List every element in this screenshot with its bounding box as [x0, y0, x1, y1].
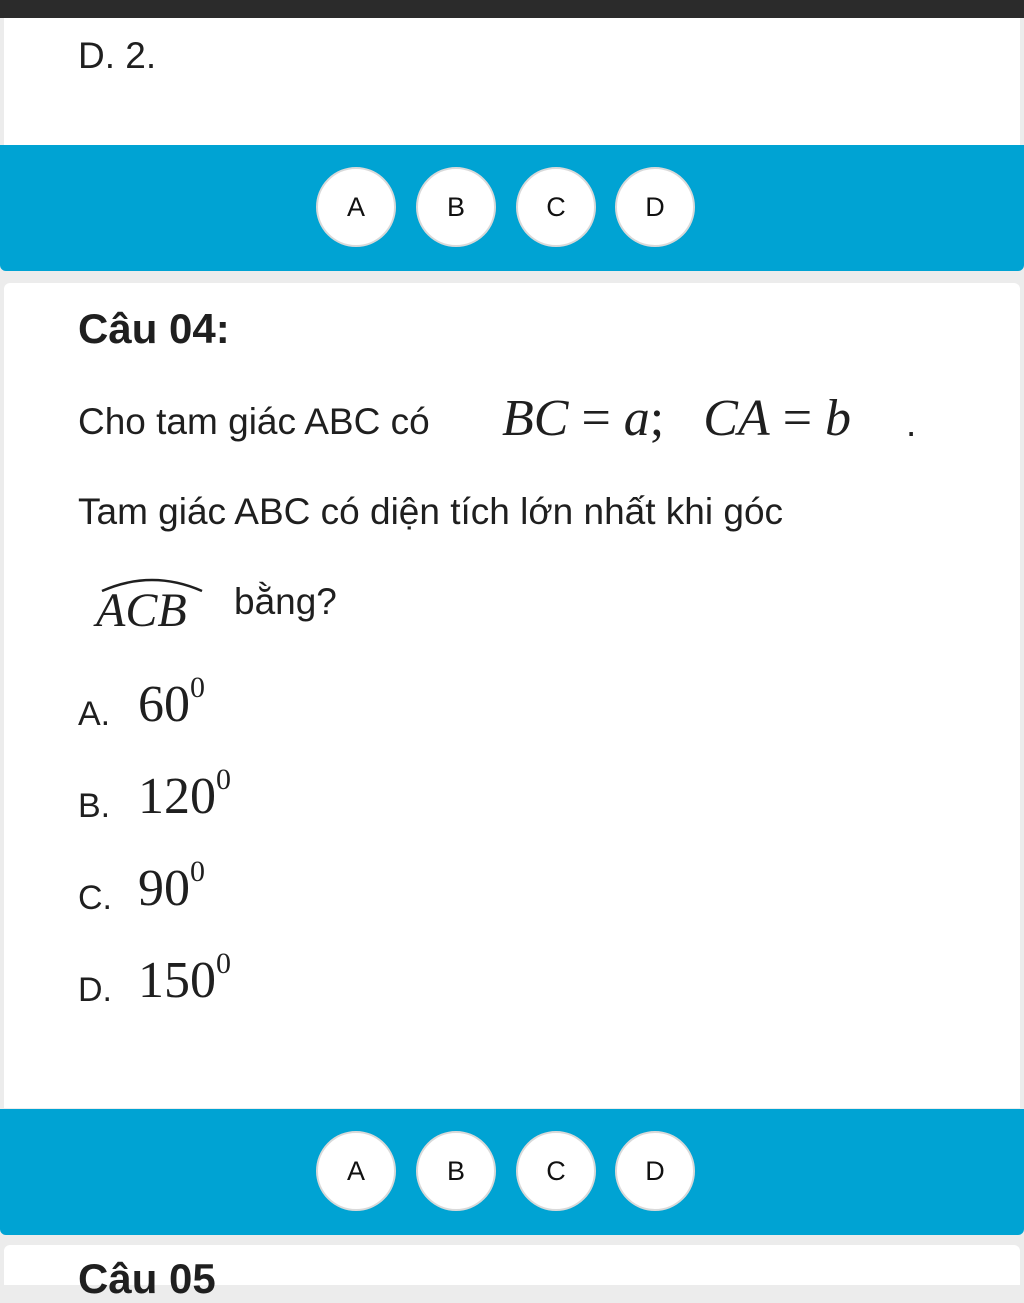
formula-eq-1: =	[581, 390, 611, 447]
formula-ca: CA	[703, 390, 770, 447]
answer-bar-previous	[0, 145, 1024, 271]
question-line-3: bằng?	[234, 581, 337, 622]
angle-acb	[96, 571, 208, 643]
previous-option-d: D. 2.	[78, 35, 157, 76]
question-intro-text: Cho tam giác ABC có	[78, 401, 430, 442]
formula-sides	[502, 389, 851, 448]
formula-separator: ;	[649, 390, 665, 447]
answer-button-d[interactable]: D	[615, 1131, 695, 1211]
answer-bar-question-4	[0, 1109, 1024, 1235]
angle-label: ACB	[96, 584, 187, 637]
option-b-value	[138, 762, 231, 826]
answer-button-d[interactable]: D	[615, 167, 695, 247]
option-c-degree: 0	[190, 854, 205, 888]
answer-button-a[interactable]: A	[316, 167, 396, 247]
option-a-letter: A.	[78, 695, 111, 733]
option-b-letter: B.	[78, 787, 111, 825]
option-a-value	[138, 670, 205, 734]
question-title: Câu 04:	[78, 305, 230, 352]
formula-b: b	[825, 390, 852, 447]
answer-button-b[interactable]: B	[416, 167, 496, 247]
option-b-number: 120	[138, 768, 216, 825]
option-d-number: 150	[138, 952, 216, 1009]
option-c-number: 90	[138, 860, 190, 917]
next-question-card	[4, 1245, 1020, 1302]
question-intro-line	[78, 390, 917, 447]
previous-question-card	[4, 18, 1020, 145]
question-line-2: Tam giác ABC có diện tích lớn nhất khi góc	[78, 491, 784, 532]
answer-button-c[interactable]: C	[516, 1131, 596, 1211]
option-d-letter: D.	[78, 971, 112, 1009]
formula-a: a	[623, 390, 650, 447]
formula-period: .	[906, 403, 917, 444]
option-c-letter: C.	[78, 879, 112, 917]
next-question-title: Câu 05	[78, 1255, 216, 1302]
formula-eq-2: =	[782, 390, 813, 447]
option-b-degree: 0	[216, 762, 231, 796]
answer-button-c[interactable]: C	[516, 167, 596, 247]
option-a-number: 60	[138, 676, 190, 733]
status-bar	[0, 0, 1024, 18]
answer-button-b[interactable]: B	[416, 1131, 496, 1211]
option-d-degree: 0	[216, 946, 231, 980]
option-c-value	[138, 854, 205, 918]
answer-button-a[interactable]: A	[316, 1131, 396, 1211]
option-d-value	[138, 946, 231, 1010]
question-card	[4, 283, 1020, 1108]
option-a-degree: 0	[190, 670, 205, 704]
formula-bc: BC	[502, 390, 569, 447]
